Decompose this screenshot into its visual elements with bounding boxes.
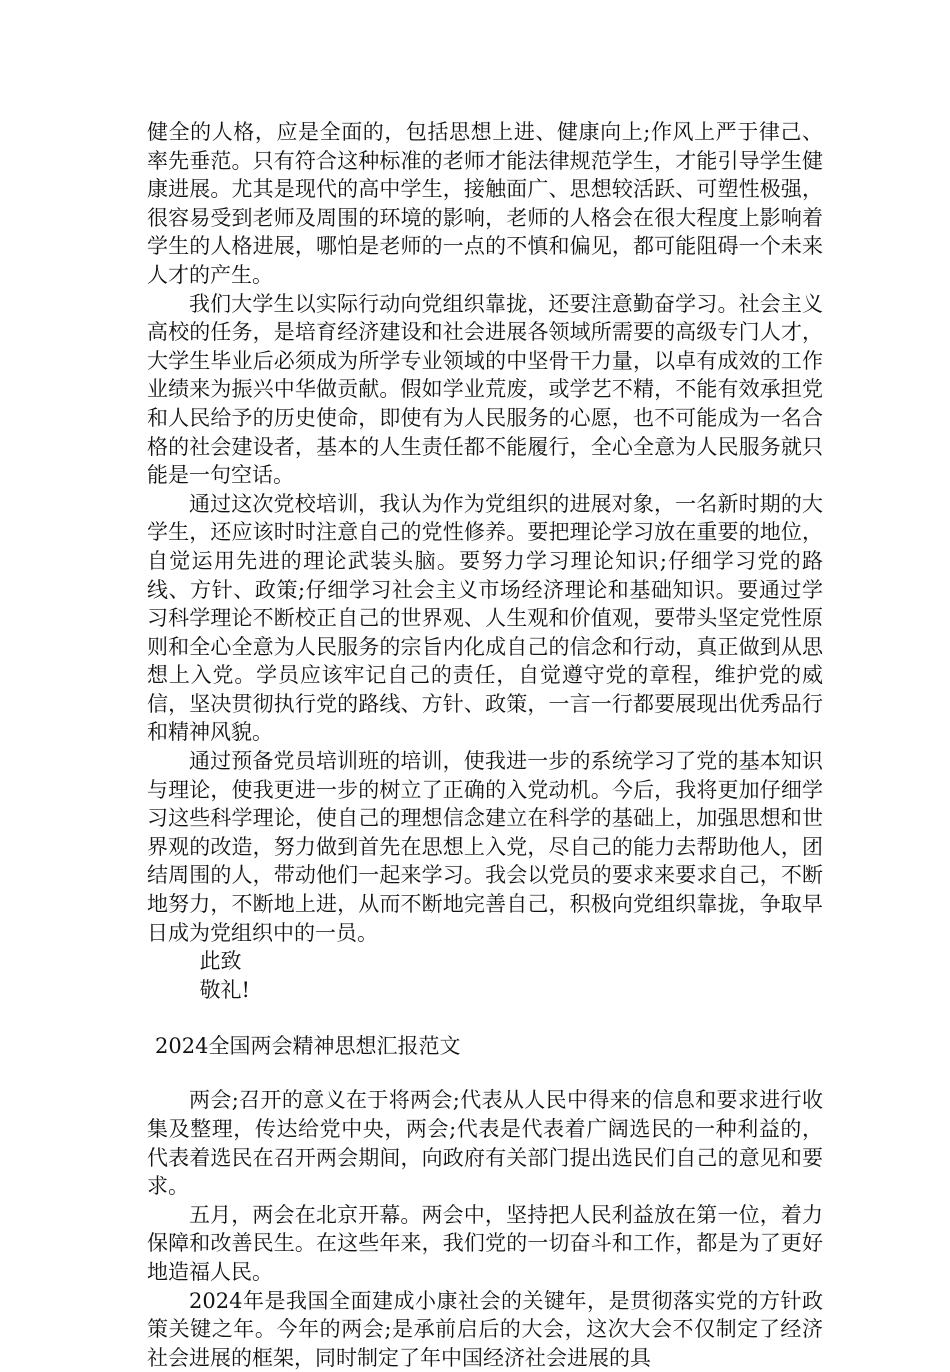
paragraph-4: 通过预备党员培训班的培训，使我进一步的系统学习了党的基本知识与理论，使我更进一步的树立了正确的入党动机。今后，我将更加仔细学习这些科学理论，使自己的理想信念建立在科学的基础上，加强思想和世界观的改造，努力做到首先在思想上入党，尽自己的能力去帮助他人，团结周围的人，带动他们一起来学习。我会以党员的要求来要求自己，不断地努力，不断地上进，从而不断地完善自己，积极向党组织靠拢，争取早日成为党组织中的一员。 [147, 749, 823, 945]
paragraph-7: 2024年是我国全面建成小康社会的关键年，是贯彻落实党的方针政策关键之年。今年的两会;是承前启后的大会，这次大会不仅制定了经济社会进展的框架，同时制定了年中国经济社会进展的具 [147, 1288, 823, 1370]
paragraph-3: 通过这次党校培训，我认为作为党组织的进展对象，一名新时期的大学生，还应该时时注意自己的党性修养。要把理论学习放在重要的地位，自觉运用先进的理论武装头脑。要努力学习理论知识;仔细学习党的路线、方针、政策;仔细学习社会主义市场经济理论和基础知识。要通过学习科学理论不断校正自己的世界观、人生观和价值观，要带头坚定党性原则和全心全意为人民服务的宗旨内化成自己的信念和行动，真正做到从思想上入党。学员应该牢记自己的责任，自觉遵守党的章程，维护党的威信，坚决贯彻执行党的路线、方针、政策，一言一行都要展现出优秀品行和精神风貌。 [147, 491, 823, 745]
paragraph-2: 我们大学生以实际行动向党组织靠拢，还要注意勤奋学习。社会主义高校的任务，是培育经济建设和社会进展各领域所需要的高级专门人才，大学生毕业后必须成为所学专业领域的中坚骨干力量，以卓有成效的工作业绩来为振兴中华做贡献。假如学业荒废，或学艺不精，不能有效承担党和人民给予的历史使命，即使有为人民服务的心愿，也不可能成为一名合格的社会建设者，基本的人生责任都不能履行，全心全意为人民服务就只能是一句空话。 [147, 291, 823, 488]
closing-salutation: 此致 [199, 949, 242, 974]
paragraph-1: 健全的人格，应是全面的，包括思想上进、健康向上;作风上严于律己、率先垂范。只有符合这种标准的老师才能法律规范学生，才能引导学生健康进展。尤其是现代的高中学生，接触面广、思想较活跃、可塑性极强，很容易受到老师及周围的环境的影响，老师的人格会在很大程度上影响着学生的人格进展，哪怕是老师的一点的不慎和偏见，都可能阻碍一个未来人才的产生。 [147, 120, 823, 287]
paragraph-5: 两会;召开的意义在于将两会;代表从人民中得来的信息和要求进行收集及整理，传达给党中央，两会;代表是代表着广阔选民的一种利益的，代表着选民在召开两会期间，向政府有关部门提出选民们自己的意见和要求。 [147, 1088, 823, 1199]
section-title: 2024全国两会精神思想汇报范文 [155, 1034, 461, 1059]
paragraph-6: 五月，两会在北京开幕。两会中，坚持把人民利益放在第一位，着力保障和改善民生。在这些年来，我们党的一切奋斗和工作，都是为了更好地造福人民。 [147, 1202, 823, 1284]
document-page [147, 118, 823, 1372]
closing-regards: 敬礼! [199, 977, 250, 1002]
